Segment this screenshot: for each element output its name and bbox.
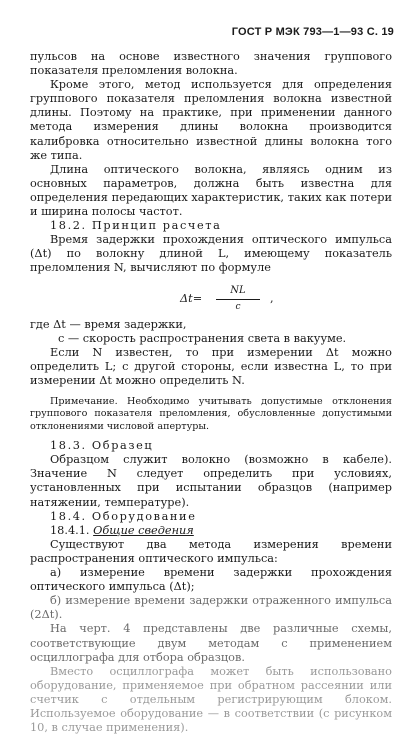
list-item: б) измерение времени задержки отраженного импульса (2Δt). [30, 594, 392, 622]
paragraph: На черт. 4 представлены две различные схемы, соответствующие двум методам с применением осциллографа для отбора образцов. [30, 622, 392, 664]
subsection-title: Общие сведения [93, 523, 194, 537]
paragraph: где Δt — время задержки, [30, 317, 187, 331]
paragraph: c — скорость распространения света в вакууме. [58, 331, 347, 345]
formula-numerator: NL [216, 284, 260, 300]
note: Примечание. Необходимо учитывать допустимые отклонения группового показателя преломления, обусловленные допустимыми отклонениями числовой апертуры. [30, 395, 392, 432]
subsection-number: 18.4.1. [50, 523, 90, 537]
subsection-heading [30, 524, 392, 538]
page-header: ГОСТ Р МЭК 793—1—93 С. 19 [231, 26, 394, 38]
section-heading-sample: 18.3. Образец [50, 439, 154, 453]
body-text [30, 50, 392, 735]
formula-comma: , [270, 291, 274, 305]
formula [30, 286, 392, 312]
paragraph: Существуют два метода измерения времени распространения оптического импульса: [30, 537, 392, 565]
paragraph: Образцом служит волокно (возможно в кабеле). Значение N следует определить при условиях, установленных при испытании образцов (например натяжении, температуре). [30, 453, 392, 509]
formula-fraction [216, 284, 260, 314]
paragraph: пульсов на основе известного значения группового показателя преломления волокна. [30, 50, 392, 78]
paragraph: Время задержки прохождения оптического импульса (Δt) по волокну длиной L, имеющему показатель преломления N, вычисляют по формуле [30, 233, 392, 275]
section-heading-equipment: 18.4. Оборудование [50, 509, 197, 523]
formula-lhs: Δt= [180, 291, 203, 305]
paragraph: Кроме этого, метод используется для определения группового показателя преломления волокна известной длины. Поэтому на практике, при применении данного метода измерения длины волокна производится калибровка относительно известной длины волокна того же типа. [30, 78, 392, 162]
paragraph: Длина оптического волокна, являясь одним из основных параметров, должна быть известна для определения передающих характеристик, таких как потери и ширина полосы частот. [30, 162, 392, 219]
list-item: а) измерение времени задержки прохождения оптического импульса (Δt); [30, 566, 392, 594]
section-heading-principle: 18.2. Принцип расчета [50, 219, 222, 233]
formula-denominator: c [235, 301, 241, 312]
paragraph: Если N известен, то при измерении Δt можно определить L; с другой стороны, если известна L, то при измерении Δt можно определить N. [30, 345, 392, 387]
paragraph: Вместо осциллографа может быть использовано оборудование, применяемое при обратном рассеянии или счетчик с отдельным регистрирующим блоком. Используемое оборудование — в соответствии (с рисунком 10, в случае применения). [30, 664, 392, 735]
